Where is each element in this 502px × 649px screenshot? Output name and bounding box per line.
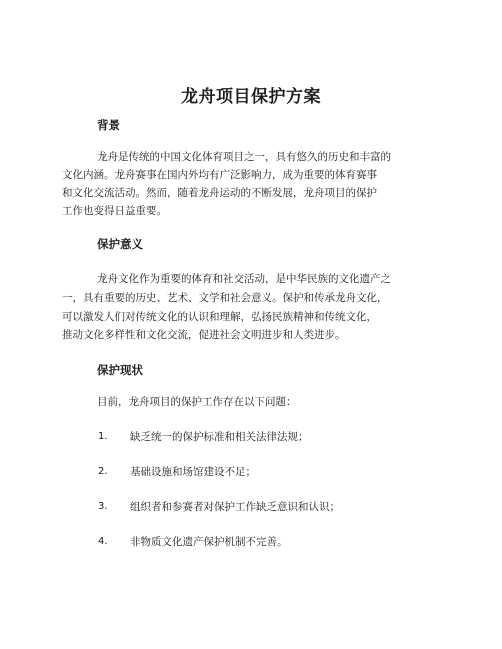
document-title: 龙舟项目保护方案 <box>181 87 321 107</box>
paragraph-line: 文化内涵。龙舟赛事在国内外均有广泛影响力，成为重要的体育赛事 <box>62 169 377 181</box>
list-item: 非物质文化遗产保护机制不完善。 <box>130 536 288 548</box>
paragraph-line: 推动文化多样性和文化交流，促进社会文明进步和人类进步。 <box>62 329 346 341</box>
section-heading-significance: 保护意义 <box>97 237 143 251</box>
paragraph-line: 目前，龙舟项目的保护工作存在以下问题： <box>97 396 297 408</box>
paragraph-line: 和文化交流活动。然而，随着龙舟运动的不断发展，龙舟项目的保护 <box>62 187 377 199</box>
list-item-number: 3. <box>98 501 108 512</box>
section-heading-background: 背景 <box>97 118 120 132</box>
paragraph-line: 龙舟是传统的中国文化体育项目之一，具有悠久的历史和丰富的 <box>97 151 391 163</box>
list-item-number: 2. <box>98 466 108 477</box>
list-item-number: 4. <box>98 536 108 547</box>
list-item: 组织者和参赛者对保护工作缺乏意识和认识； <box>130 501 340 513</box>
list-item: 缺乏统一的保护标准和相关法律法规； <box>130 431 309 443</box>
paragraph-line: 一，具有重要的历史、艺术、文学和社会意义。保护和传承龙舟文化， <box>62 292 388 304</box>
list-item-number: 1. <box>98 431 108 442</box>
paragraph-line: 龙舟文化作为重要的体育和社交活动，是中华民族的文化遗产之 <box>97 273 391 285</box>
paragraph-line: 可以激发人们对传统文化的认识和理解，弘扬民族精神和传统文化， <box>62 311 377 323</box>
paragraph-line: 工作也变得日益重要。 <box>62 205 167 217</box>
list-item: 基础设施和场馆建设不足； <box>130 466 256 478</box>
section-heading-status: 保护现状 <box>97 363 143 377</box>
